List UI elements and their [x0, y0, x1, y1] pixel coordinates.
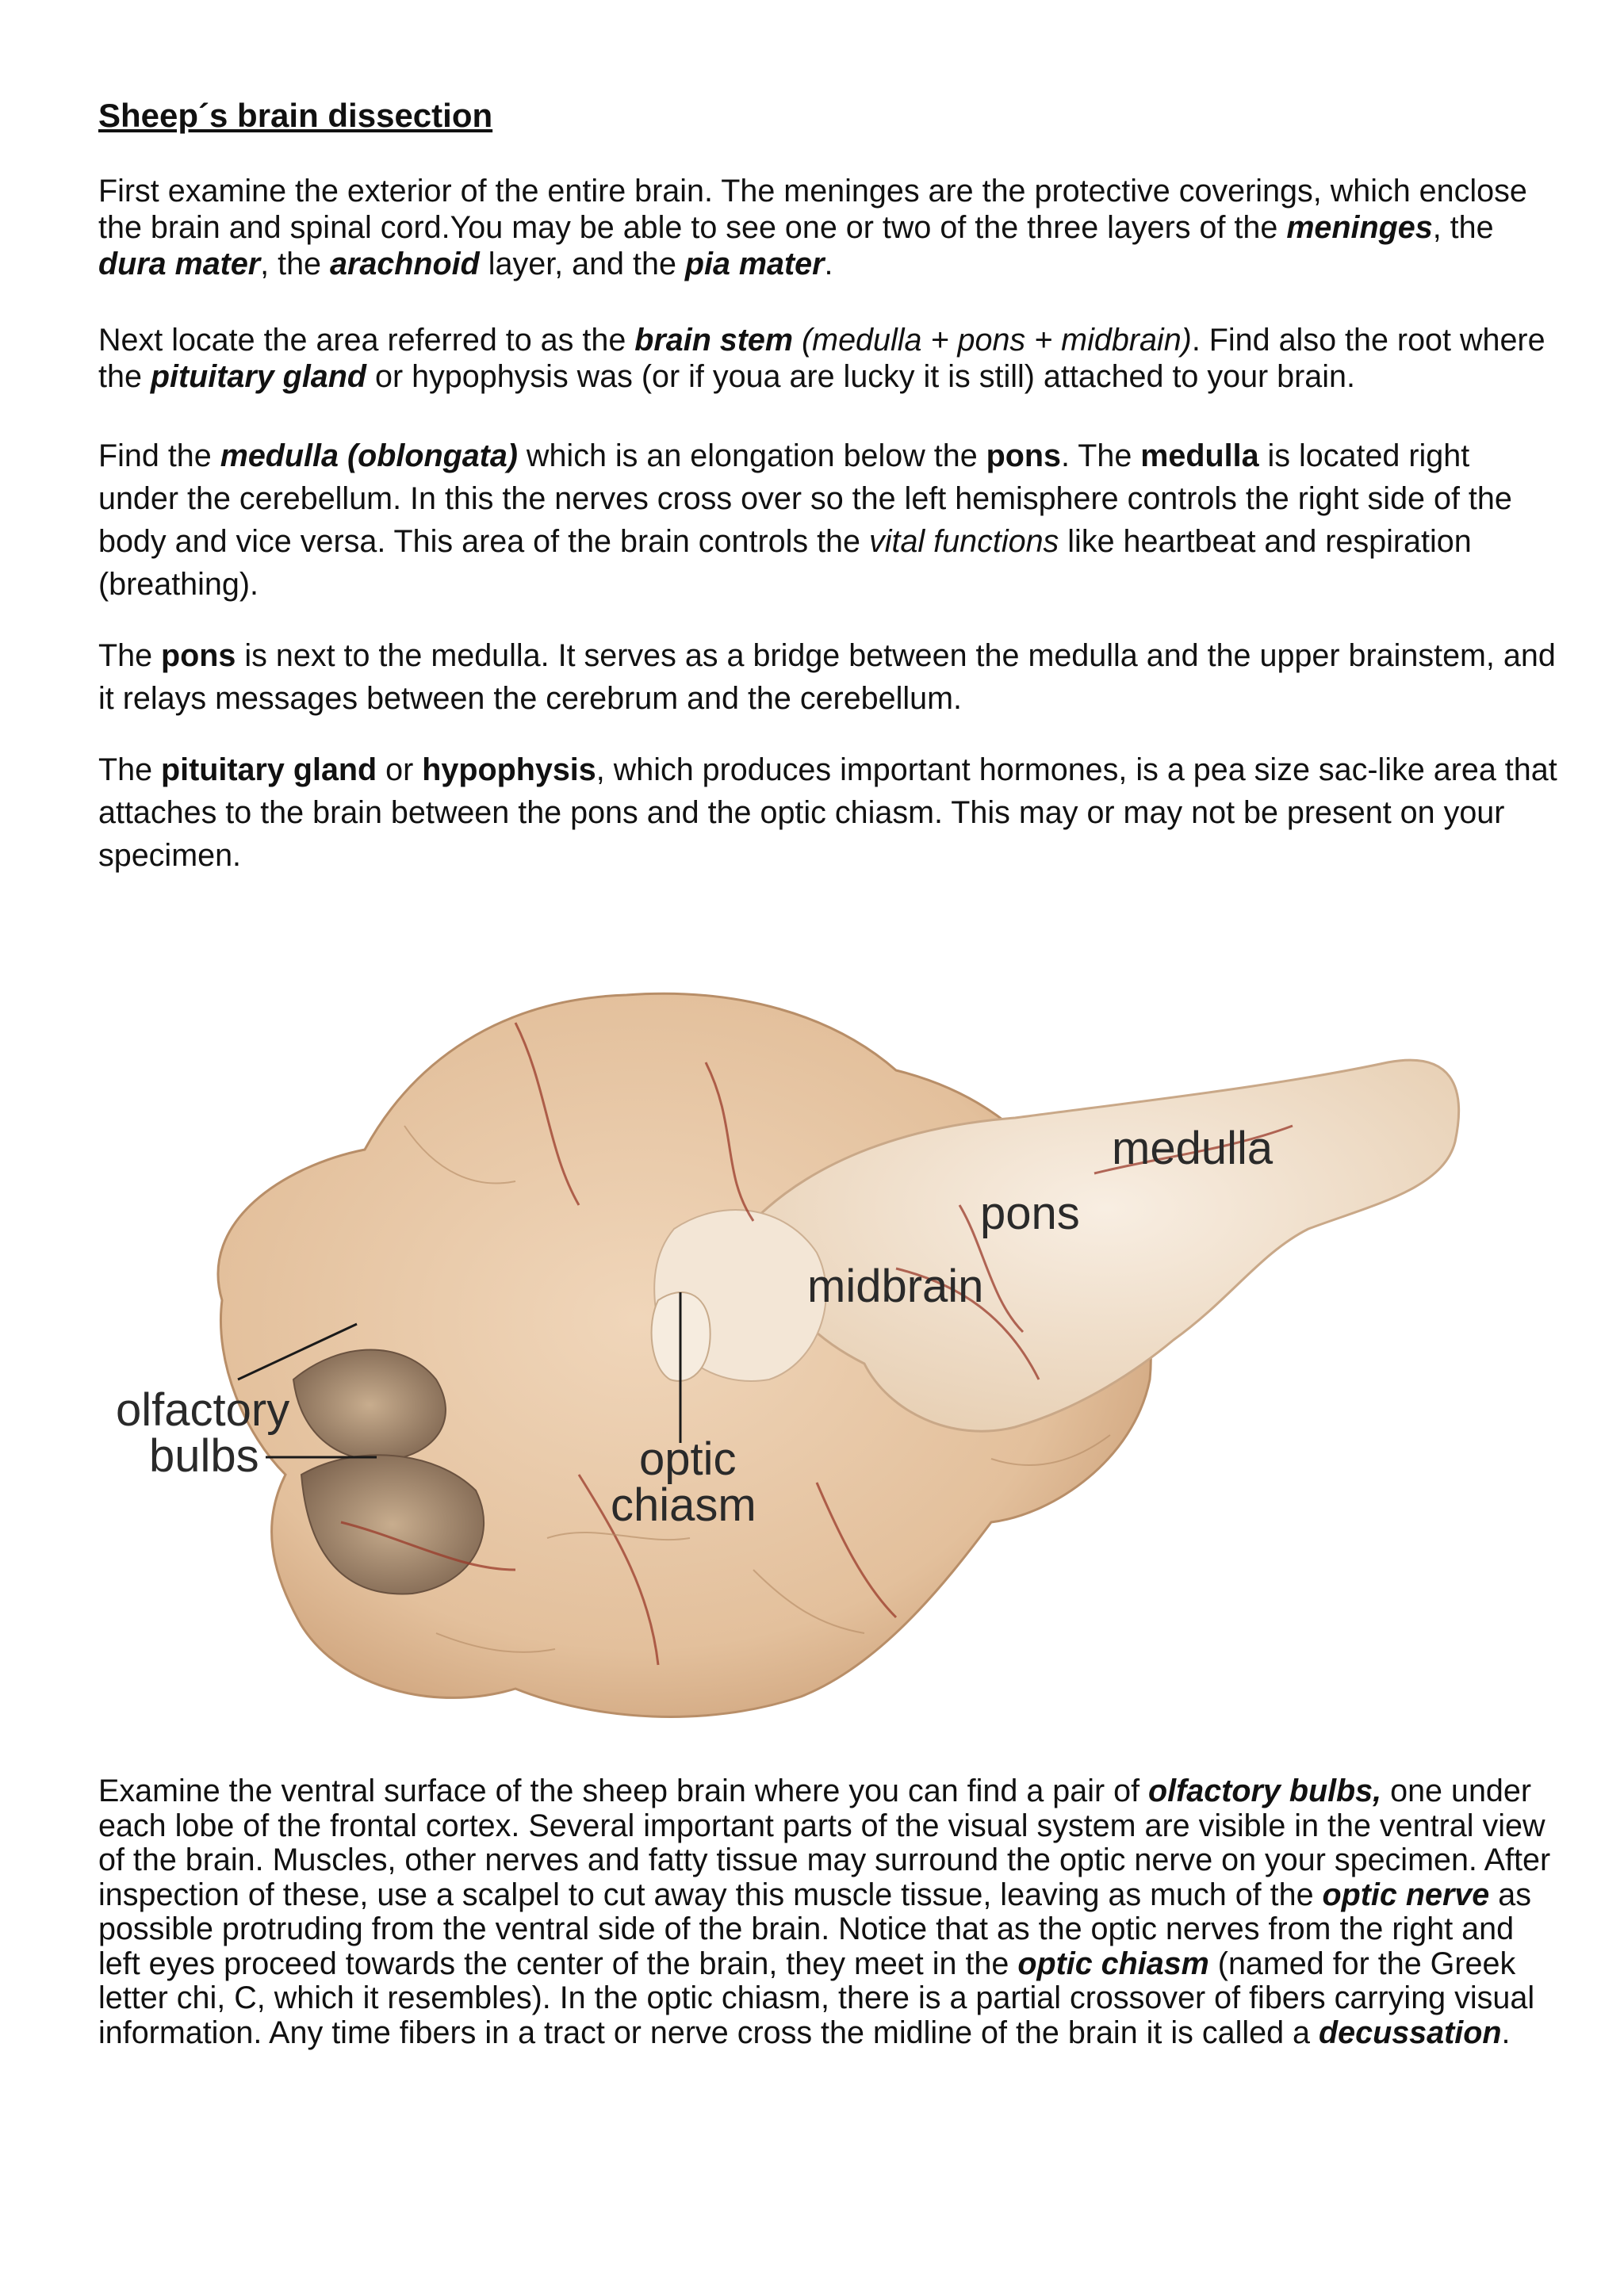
text-run: , the [1432, 210, 1494, 245]
sheep-brain-illustration [103, 967, 1515, 1736]
label-chiasm: chiasm [611, 1479, 756, 1531]
term-hypophysis: hypophysis [422, 752, 596, 787]
term-pia-mater: pia mater [684, 247, 825, 281]
term-pons: pons [161, 638, 236, 673]
text-run: (named for the Greek letter chi, C, which it resembles). In the optic chiasm, there is a partial crossover of fibers carrying visual information. Any time fibers in a tract or nerve cross the midline of the brain it is called a [98, 1946, 1535, 2050]
term-meninges: meninges [1286, 210, 1433, 245]
text-run: . Find also the root where the [98, 323, 1545, 394]
term-brain-stem-parts: (medulla + pons + midbrain) [802, 323, 1192, 358]
term-olfactory-bulbs: olfactory bulbs, [1148, 1774, 1382, 1808]
text-run: like heartbeat and respiration (breathing). [98, 524, 1472, 602]
text-run: is next to the medulla. It serves as a bridge between the medulla and the upper brainstem, and it relays messages between the cerebrum and the cerebellum. [98, 638, 1556, 716]
term-pituitary-gland: pituitary gland [150, 359, 367, 394]
text-run: specimen. [98, 838, 242, 873]
term-optic-chiasm: optic chiasm [1017, 1946, 1209, 1981]
term-brain-stem: brain stem [634, 323, 794, 358]
text-run [793, 323, 802, 358]
text-run: layer, and the [479, 247, 685, 281]
paragraph-pons [98, 634, 1557, 720]
term-medulla-oblongata: medulla (oblongata) [220, 438, 518, 473]
text-run: First examine the exterior of the entire brain. The meninges are the protective coverings, which enclose the brain and spinal cord.You may be able to see one or two of the three layers of the [98, 174, 1527, 245]
text-run: The [98, 752, 162, 787]
text-run: . The [1061, 438, 1141, 473]
text-run: Examine the ventral surface of the sheep brain where you can find a pair of [98, 1774, 1149, 1808]
term-medulla: medulla [1140, 438, 1259, 473]
term-pons: pons [986, 438, 1061, 473]
paragraph-brain-stem [98, 322, 1557, 395]
paragraph-ventral-surface [98, 1774, 1557, 2050]
term-vital-functions: vital functions [868, 524, 1059, 559]
text-run: is located right under the cerebellum. In this the nerves cross over so the left hemisphere controls the right side of the body and vice versa. This area of the brain controls the [98, 438, 1512, 559]
text-run: . [1501, 2015, 1511, 2050]
label-olfactory: olfactory [116, 1384, 290, 1436]
text-run: or hypophysis was (or if youa are lucky it is still) attached to your brain. [366, 359, 1355, 394]
term-optic-nerve: optic nerve [1322, 1877, 1490, 1912]
text-run: Find the [98, 438, 220, 473]
label-midbrain: midbrain [807, 1261, 984, 1312]
label-bulbs: bulbs [149, 1430, 259, 1482]
text-run: as possible protruding from the ventral side of the brain. Notice that as the optic nerves from the right and left eyes proceed towards the center of the brain, they meet in the [98, 1877, 1531, 1981]
term-pituitary-gland: pituitary gland [161, 752, 377, 787]
term-arachnoid: arachnoid [330, 247, 480, 281]
paragraph-meninges [98, 173, 1557, 282]
text-run: , which produces important hormones, is a pea size sac-like area that attaches to the brain between the pons and the optic chiasm. This may or may not be present on your [98, 752, 1557, 830]
paragraph-medulla [98, 434, 1557, 606]
label-optic: optic [639, 1433, 737, 1485]
term-decussation: decussation [1319, 2015, 1502, 2050]
term-dura-mater: dura mater [98, 247, 261, 281]
text-run: one under each lobe of the frontal cortex. Several important parts of the visual system are visible in the ventral view of the brain. Muscles, other nerves and fatty tissue may surround the optic nerve on your specimen. After inspection of these, use a scalpel to cut away this muscle tissue, leaving as much of the [98, 1774, 1551, 1912]
sheep-brain-figure [103, 967, 1515, 1736]
document-title: Sheep´s brain dissection [98, 97, 493, 134]
text-run: . [824, 247, 833, 281]
label-pons: pons [980, 1188, 1080, 1239]
label-medulla: medulla [1112, 1123, 1274, 1174]
text-run: Next locate the area referred to as the [98, 323, 635, 358]
text-run: which is an elongation below the [517, 438, 986, 473]
text-run: , the [260, 247, 330, 281]
paragraph-pituitary [98, 748, 1557, 877]
text-run: or [377, 752, 423, 787]
text-run: The [98, 638, 162, 673]
